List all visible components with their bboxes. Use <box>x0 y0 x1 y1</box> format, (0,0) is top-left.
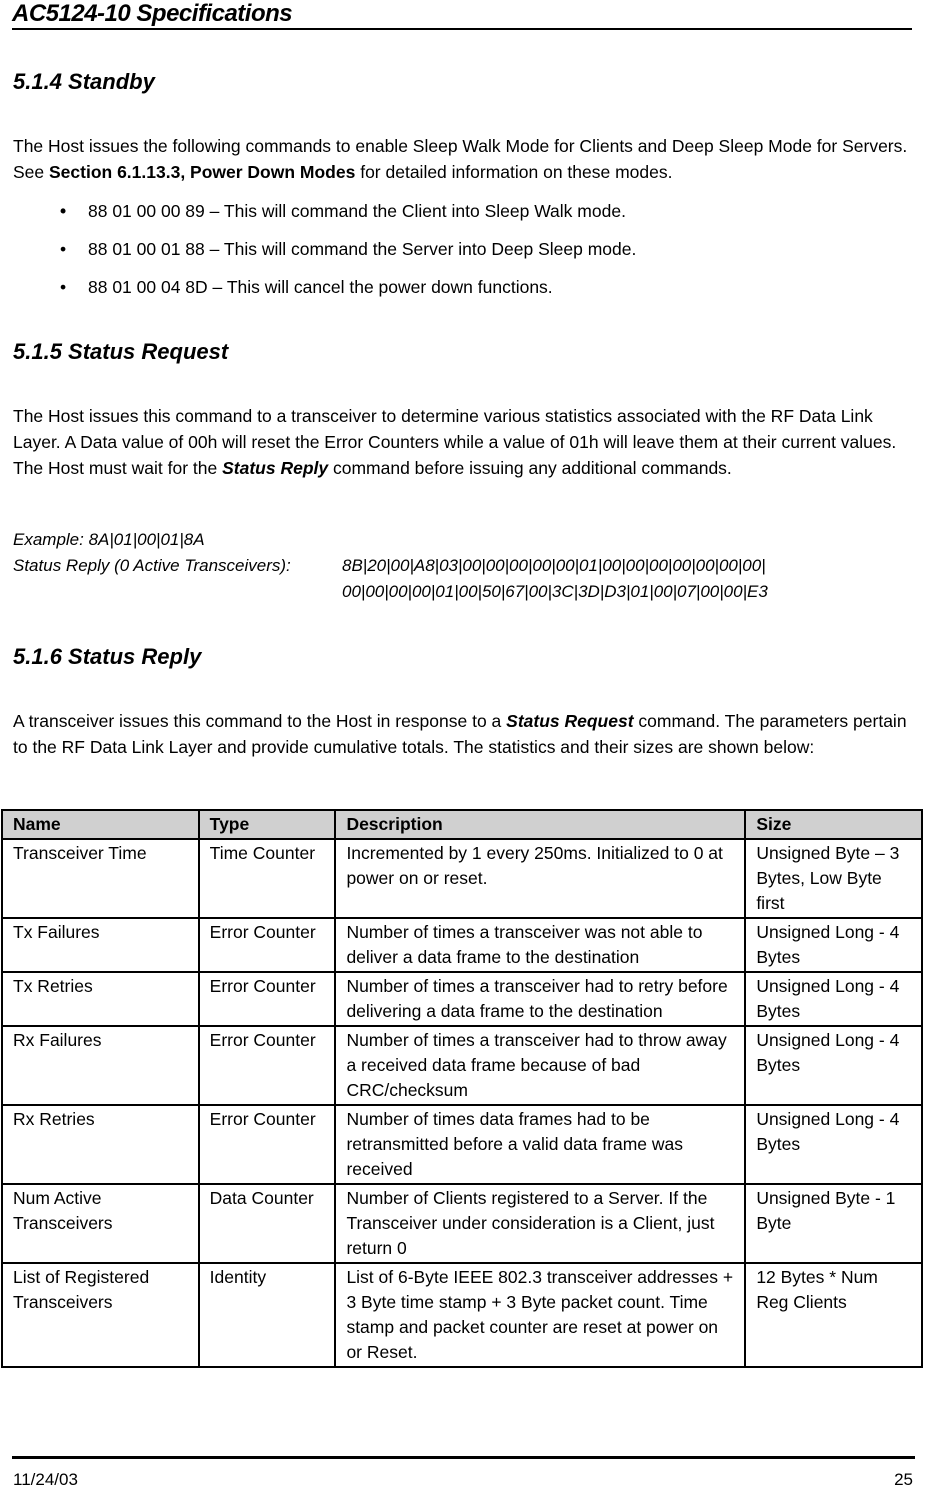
status-request-paragraph <box>13 403 918 481</box>
cell-description: Number of times a transceiver was not able to deliver a data frame to the destination <box>335 918 745 972</box>
table-row <box>2 1263 922 1367</box>
cell-size: Unsigned Byte – 3 Bytes, Low Byte first <box>745 839 922 918</box>
cell-name: Rx Retries <box>2 1105 199 1184</box>
cell-size: Unsigned Long - 4 Bytes <box>745 918 922 972</box>
cell-type: Data Counter <box>199 1184 336 1263</box>
bullet-text: 88 01 00 04 8D – This will cancel the power down functions. <box>88 277 553 297</box>
table-row <box>2 972 922 1026</box>
cell-description: List of 6-Byte IEEE 802.3 transceiver addresses + 3 Byte time stamp + 3 Byte packet count. Time stamp and packet counter are reset at power on or Reset. <box>335 1263 745 1367</box>
cell-type: Error Counter <box>199 972 336 1026</box>
cell-description: Number of times data frames had to be retransmitted before a valid data frame was received <box>335 1105 745 1184</box>
column-header-type: Type <box>199 810 336 839</box>
bullet-dot-icon: • <box>60 277 67 297</box>
section-heading-status-reply: 5.1.6 Status Reply <box>13 644 202 669</box>
table-row <box>2 1026 922 1105</box>
page-header-title: AC5124-10 Specifications <box>12 0 293 27</box>
cell-name: Num Active Transceivers <box>2 1184 199 1263</box>
status-reply-bytes-line2: 00|00|00|00|01|00|50|67|00|3C|3D|D3|01|00|07|00|00|E3 <box>342 582 768 601</box>
standby-text-b: for detailed information on these modes. <box>355 162 673 182</box>
cell-name: Tx Retries <box>2 972 199 1026</box>
status-request-text-b: command before issuing any additional commands. <box>328 458 732 478</box>
section-heading-standby: 5.1.4 Standby <box>13 69 155 94</box>
table-row <box>2 918 922 972</box>
cell-size: Unsigned Long - 4 Bytes <box>745 972 922 1026</box>
footer-date: 11/24/03 <box>13 1470 78 1489</box>
table-row <box>2 839 922 918</box>
cell-type: Identity <box>199 1263 336 1367</box>
cell-description: Number of Clients registered to a Server. If the Transceiver under consideration is a Client, just return 0 <box>335 1184 745 1263</box>
example-command: Example: 8A|01|00|01|8A <box>13 530 205 549</box>
status-reply-text-a: A transceiver issues this command to the Host in response to a <box>13 711 507 731</box>
cell-size: Unsigned Byte - 1 Byte <box>745 1184 922 1263</box>
cell-type: Time Counter <box>199 839 336 918</box>
column-header-size: Size <box>745 810 922 839</box>
cell-size: 12 Bytes * Num Reg Clients <box>745 1263 922 1367</box>
column-header-description: Description <box>335 810 745 839</box>
cell-name: List of Registered Transceivers <box>2 1263 199 1367</box>
cell-size: Unsigned Long - 4 Bytes <box>745 1026 922 1105</box>
status-request-text-a: The Host issues this command to a transceiver to determine various statistics associated with the RF Data Link Layer. A Data value of 00h will reset the Error Counters while a value of 01h will leave them at their current values. The Host must wait for the <box>13 406 897 478</box>
bullet-text: 88 01 00 01 88 – This will command the Server into Deep Sleep mode. <box>88 239 637 259</box>
status-reply-paragraph <box>13 708 918 760</box>
status-request-reference: Status Request <box>506 711 634 731</box>
section-link-power-down[interactable]: Section 6.1.13.3, Power Down Modes <box>49 162 356 182</box>
cell-description: Number of times a transceiver had to throw away a received data frame because of bad CRC/checksum <box>335 1026 745 1105</box>
cell-description: Incremented by 1 every 250ms. Initialized to 0 at power on or reset. <box>335 839 745 918</box>
cell-type: Error Counter <box>199 1026 336 1105</box>
table-row <box>2 1105 922 1184</box>
header-rule <box>12 28 912 30</box>
bullet-text: 88 01 00 00 89 – This will command the Client into Sleep Walk mode. <box>88 201 626 221</box>
column-header-name: Name <box>2 810 199 839</box>
cell-type: Error Counter <box>199 918 336 972</box>
bullet-dot-icon: • <box>60 201 67 221</box>
cell-name: Transceiver Time <box>2 839 199 918</box>
status-reply-text-b: command. The parameters pertain to the RF Data Link Layer and provide cumulative totals. The statistics and their sizes are shown below: <box>13 711 907 757</box>
cell-name: Tx Failures <box>2 918 199 972</box>
section-heading-status-request: 5.1.5 Status Request <box>13 339 229 364</box>
statistics-table <box>1 809 923 1368</box>
status-reply-label: Status Reply (0 Active Transceivers): <box>13 556 291 575</box>
footer-rule <box>12 1456 915 1459</box>
table-header-row <box>2 810 922 839</box>
cell-size: Unsigned Long - 4 Bytes <box>745 1105 922 1184</box>
page-number: 25 <box>894 1470 913 1489</box>
cell-type: Error Counter <box>199 1105 336 1184</box>
status-reply-bytes-line1: 8B|20|00|A8|03|00|00|00|00|00|01|00|00|00|00|00|00|00| <box>342 556 766 575</box>
bullet-dot-icon: • <box>60 239 67 259</box>
standby-text-a: The Host issues the following commands to enable Sleep Walk Mode for Clients and Deep Sleep Mode for Servers. See <box>13 136 908 182</box>
table-row <box>2 1184 922 1263</box>
cell-description: Number of times a transceiver had to retry before delivering a data frame to the destination <box>335 972 745 1026</box>
status-reply-reference: Status Reply <box>222 458 329 478</box>
standby-paragraph <box>13 133 918 185</box>
cell-name: Rx Failures <box>2 1026 199 1105</box>
